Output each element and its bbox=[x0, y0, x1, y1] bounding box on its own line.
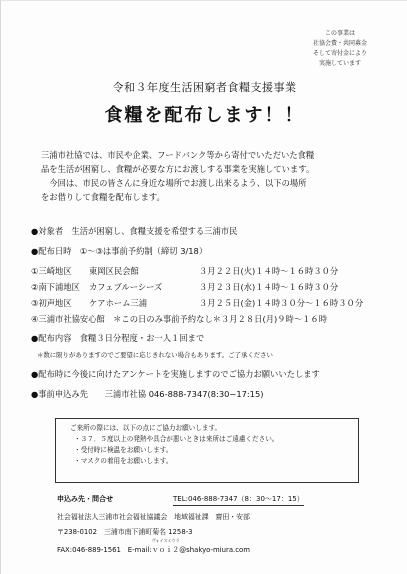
venue-place: 東岡区民会館 bbox=[89, 266, 139, 276]
content-note: ＊数に限りがありますのでご要望に応じきれない場合もあります。ご了承ください bbox=[37, 351, 273, 359]
distribution-content: ●配布内容 食糧３日分程度・お一人１回まで bbox=[31, 333, 205, 343]
intro-line: 品を生活が困窮し、食糧が必要な方にお渡しする事業を実施しています。 bbox=[41, 164, 315, 174]
venue-area: ①三崎地区 bbox=[31, 266, 72, 276]
target-audience: ●対象者 生活が困窮し、食糧支援を希望する三浦市民 bbox=[31, 226, 238, 236]
intro-paragraph bbox=[41, 148, 381, 204]
contact-fax: FAX:046-889-1561 E-mail: bbox=[57, 546, 152, 554]
venue-row bbox=[31, 281, 338, 293]
guideline-item: ・受付時に検温をお願いします。 bbox=[74, 446, 173, 454]
guideline-item: ・３７．５度以上の発熱や具合が悪いときは来所はご遠慮ください。 bbox=[74, 435, 279, 443]
venue-row-4: ④三浦市社協安心館 ＊この日のみ事前予約なし＊３月２８日(月)９時～１６時 bbox=[31, 314, 328, 324]
intro-line: 三浦市社協では、市民や企業、フードバンク等から寄付でいただいた食糧 bbox=[41, 150, 315, 160]
venue-row bbox=[31, 265, 338, 277]
contact-heading: 申込み先・問合せ bbox=[57, 495, 113, 503]
venue-place: ケアホーム三浦 bbox=[89, 298, 148, 308]
contact-organization: 社会福祉法人三浦市社会福祉協議会 地域福祉課 齋田・安部 bbox=[57, 513, 250, 521]
visitor-guidelines-box bbox=[55, 418, 359, 483]
guideline-item: ・マスクの着用をお願いします。 bbox=[74, 457, 173, 465]
venue-area: ③初声地区 bbox=[31, 298, 72, 308]
venue-row bbox=[31, 297, 363, 309]
contact-email: ｖｏｉ２@shakyo-miura.com bbox=[151, 546, 250, 554]
survey-notice: ●配布時に今後に向けたアンケートを実施しますのでご協力お願いいたします bbox=[31, 369, 320, 379]
program-subtitle: 令和３年度生活困窮者食糧支援事業 bbox=[112, 81, 297, 94]
contact-address: 〒238-0102 三浦市南下浦町菊名 1258-3 bbox=[57, 528, 193, 536]
venue-time: ３月２５日(金)１４時３０分～１６時３０分 bbox=[199, 298, 364, 308]
funding-note: この事業は 社協会費・共同募金 そして寄付金により 実施しています bbox=[312, 30, 367, 67]
venue-place: カフェブルーシーズ bbox=[89, 282, 163, 292]
contact-phone: TEL:046-888-7347（8：30～17：15） bbox=[173, 495, 304, 503]
intro-line: をお借りして食糧を配布します。 bbox=[41, 192, 165, 202]
page-title: 食糧を配布します！！ bbox=[104, 105, 305, 126]
venue-time: ３月２３日(水)１４時～１６時３０分 bbox=[199, 282, 339, 292]
application-contact: ●事前申込み先 三浦市社協 046-888-7347(8:30−17:15) bbox=[31, 389, 264, 399]
intro-line: 今回は、市民の皆さんに身近な場所でお渡し出来るよう、以下の場所 bbox=[49, 178, 307, 188]
contact-fax-email bbox=[57, 538, 250, 554]
email-ruby: ヴォイスミウラ bbox=[151, 538, 180, 543]
schedule-heading: ●配布日時 ①～③は事前予約制（締切 3/18） bbox=[31, 246, 208, 256]
venue-area: ②南下浦地区 bbox=[31, 282, 80, 292]
guidelines-heading: ご来所の際には、以下の点にご協力お願いします。 bbox=[70, 424, 222, 432]
venue-time: ３月２２日(火)１４時～１６時３０分 bbox=[199, 266, 339, 276]
